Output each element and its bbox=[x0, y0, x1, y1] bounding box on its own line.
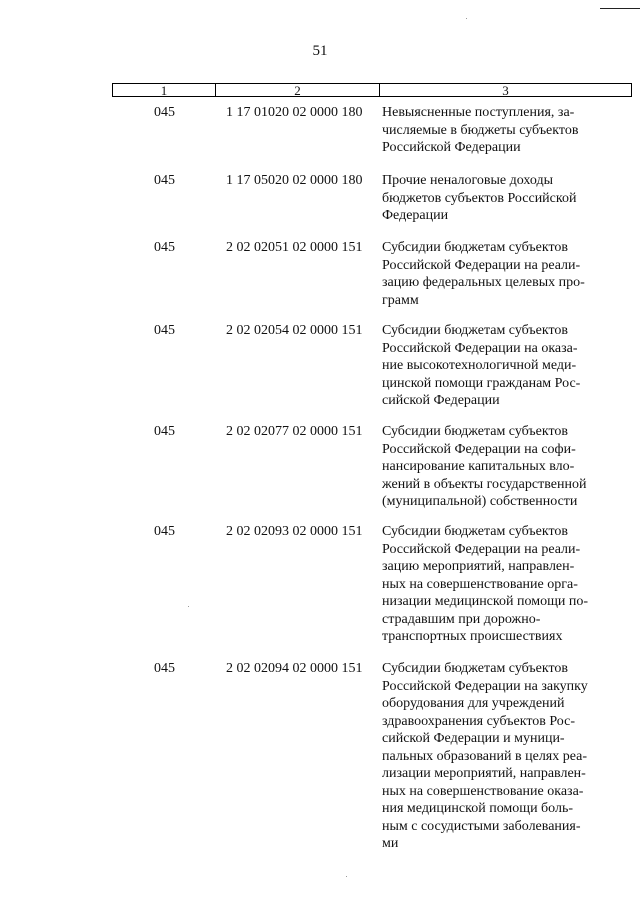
income-name-line: ние высокотехнологичной меди- bbox=[382, 358, 577, 373]
scan-speck bbox=[466, 18, 467, 19]
income-name-line: ным с сосудистыми заболевания- bbox=[382, 818, 581, 834]
income-name-line: Субсидии бюджетам субъектов bbox=[382, 524, 569, 539]
admin-code-cell: 045 bbox=[154, 524, 175, 539]
budget-code-cell: 2 02 02051 02 0000 151 bbox=[226, 240, 363, 255]
scan-speck bbox=[346, 876, 347, 877]
income-name-line: нансирование капитальных вло- bbox=[382, 459, 575, 474]
income-name-line: зацию мероприятий, направлен- bbox=[382, 559, 575, 574]
income-name-cell bbox=[382, 423, 628, 511]
income-name-line: Субсидии бюджетам субъектов bbox=[382, 323, 569, 338]
income-name-line: пальных образований в целях реа- bbox=[382, 748, 588, 764]
income-name-line: оборудования для учреждений bbox=[382, 696, 565, 711]
income-name-line: сийской Федерации bbox=[382, 393, 500, 408]
admin-code-cell: 045 bbox=[154, 105, 175, 120]
income-name-line: транспортных происшествиях bbox=[382, 629, 563, 644]
budget-code-cell: 1 17 01020 02 0000 180 bbox=[226, 105, 363, 120]
admin-code-cell: 045 bbox=[154, 240, 175, 255]
income-name-line: низации медицинской помощи по- bbox=[382, 594, 588, 609]
income-name-line: Российской Федерации на софи- bbox=[382, 441, 576, 457]
admin-code-cell: 045 bbox=[154, 173, 175, 188]
admin-code-cell: 045 bbox=[154, 424, 175, 439]
income-name-line: Федерации bbox=[382, 208, 449, 223]
income-name-line: цинской помощи гражданам Рос- bbox=[382, 375, 581, 391]
scan-speck bbox=[188, 606, 189, 607]
header-col-3: 3 bbox=[379, 84, 631, 96]
income-name-cell bbox=[382, 172, 628, 225]
income-name-line: страдавшим при дорожно- bbox=[382, 611, 541, 627]
income-name-cell bbox=[382, 239, 628, 309]
income-name-line: (муниципальной) собственности bbox=[382, 494, 578, 509]
income-name-line: грамм bbox=[382, 292, 419, 308]
income-name-line: жений в объекты государственной bbox=[382, 476, 587, 492]
income-name-cell bbox=[382, 104, 628, 157]
budget-code-cell: 2 02 02077 02 0000 151 bbox=[226, 424, 363, 439]
top-edge-rule bbox=[600, 8, 640, 9]
income-name-line: ния медицинской помощи боль- bbox=[382, 801, 574, 816]
income-name-cell bbox=[382, 322, 628, 410]
income-name-line: ми bbox=[382, 836, 399, 851]
income-name-cell bbox=[382, 523, 628, 646]
income-name-line: Субсидии бюджетам субъектов bbox=[382, 424, 569, 439]
income-name-line: сийской Федерации и муници- bbox=[382, 731, 565, 746]
income-name-line: бюджетов субъектов Российской bbox=[382, 190, 577, 206]
table-header bbox=[112, 83, 632, 97]
income-name-line: Российской Федерации на оказа- bbox=[382, 340, 578, 356]
header-col-1: 1 bbox=[160, 83, 168, 98]
income-name-line: Российской Федерации на реали- bbox=[382, 541, 581, 557]
budget-code-cell: 2 02 02093 02 0000 151 bbox=[226, 524, 363, 539]
admin-code-cell: 045 bbox=[154, 661, 175, 676]
budget-code-cell: 2 02 02094 02 0000 151 bbox=[226, 661, 363, 676]
income-name-line: здравоохранения субъектов Рос- bbox=[382, 713, 576, 729]
budget-code-cell: 2 02 02054 02 0000 151 bbox=[226, 323, 363, 338]
income-name-line: Прочие неналоговые доходы bbox=[382, 173, 554, 188]
budget-code-cell: 1 17 05020 02 0000 180 bbox=[226, 173, 363, 188]
income-name-line: зацию федеральных целевых про- bbox=[382, 275, 585, 290]
income-name-cell bbox=[382, 660, 628, 853]
income-name-line: ных на совершенствование орга- bbox=[382, 576, 578, 592]
income-name-line: Российской Федерации bbox=[382, 140, 521, 155]
income-name-line: Невыясненные поступления, за- bbox=[382, 105, 575, 120]
income-name-line: Российской Федерации на реали- bbox=[382, 257, 581, 273]
income-name-line: числяемые в бюджеты субъектов bbox=[382, 122, 579, 138]
income-name-line: Субсидии бюджетам субъектов bbox=[382, 240, 569, 255]
income-name-line: ных на совершенствование оказа- bbox=[382, 783, 584, 799]
income-name-line: Российской Федерации на закупку bbox=[382, 678, 588, 694]
admin-code-cell: 045 bbox=[154, 323, 175, 338]
income-name-line: лизации мероприятий, направлен- bbox=[382, 766, 586, 781]
header-col-2: 2 bbox=[215, 84, 379, 96]
income-name-line: Субсидии бюджетам субъектов bbox=[382, 661, 569, 676]
page-number: 51 bbox=[312, 43, 328, 59]
